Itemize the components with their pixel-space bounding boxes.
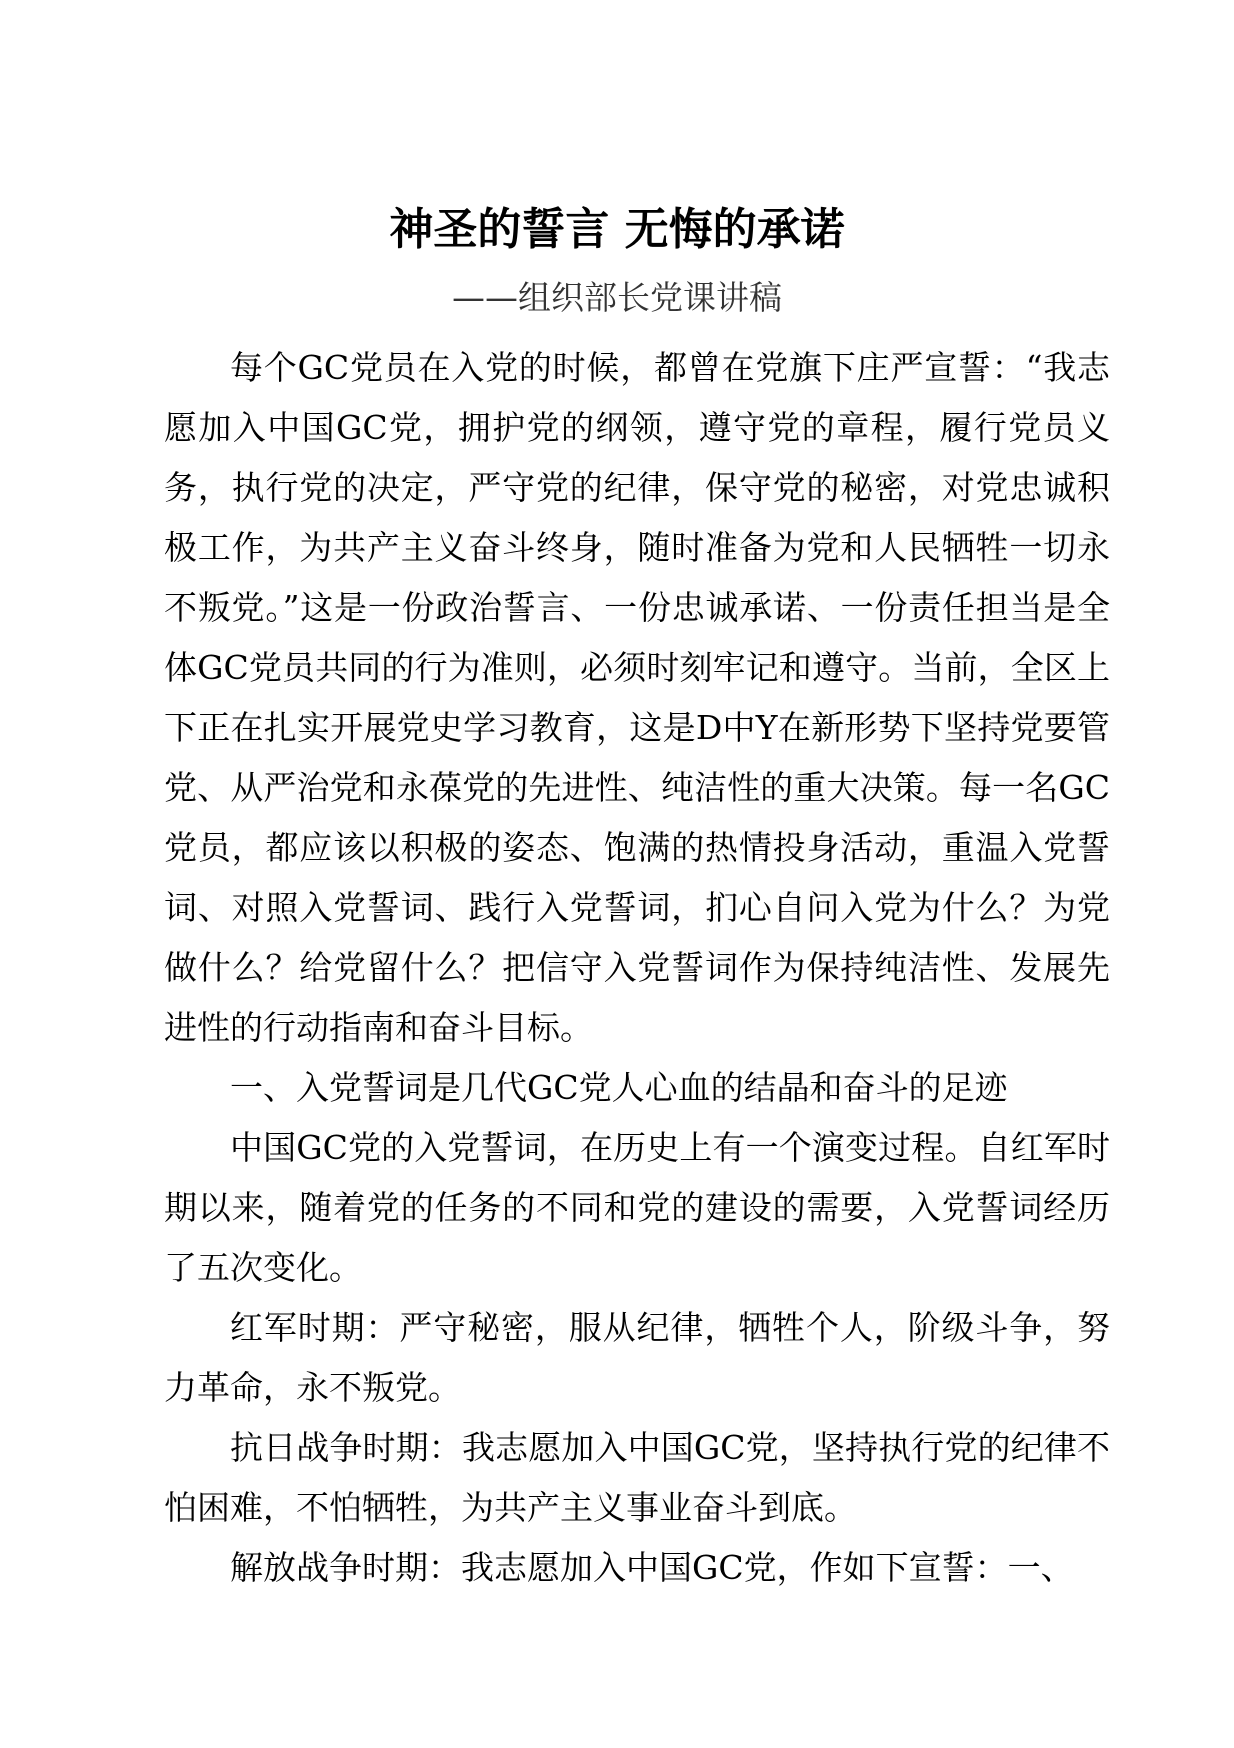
document-body <box>164 338 1110 1598</box>
paragraph-liberation-war: 解放战争时期：我志愿加入中国GC党，作如下宣誓：一、 <box>230 1548 1074 1587</box>
paragraph-history: 中国GC党的入党誓词，在历史上有一个演变过程。自红军时期以来，随着党的任务的不同和党的建设的需要，入党誓词经历了五次变化。 <box>164 1128 1110 1287</box>
paragraph-anti-japanese-war: 抗日战争时期：我志愿加入中国GC党，坚持执行党的纪律不怕困难，不怕牺牲，为共产主义事业奋斗到底。 <box>164 1428 1110 1527</box>
paragraph-intro: 每个GC党员在入党的时候，都曾在党旗下庄严宣誓：“我志愿加入中国GC党，拥护党的纲领，遵守党的章程，履行党员义务，执行党的决定，严守党的纪律，保守党的秘密，对党忠诚积极工作，为共产主义奋斗终身，随时准备为党和人民牺牲一切永不叛党。”这是一份政治誓言、一份忠诚承诺、一份责任担当是全体GC党员共同的行为准则，必须时刻牢记和遵守。当前，全区上下正在扎实开展党史学习教育，这是D中Y在新形势下坚持党要管党、从严治党和永葆党的先进性、纯洁性的重大决策。每一名GC党员，都应该以积极的姿态、饱满的热情投身活动，重温入党誓词、对照入党誓词、践行入党誓词，扪心自问入党为什么？为党做什么？给党留什么？把信守入党誓词作为保持纯洁性、发展先进性的行动指南和奋斗目标。 <box>164 348 1110 1047</box>
page-title: 神圣的誓言 无悔的承诺 <box>389 204 845 255</box>
section-heading-1: 一、入党誓词是几代GC党人心血的结晶和奋斗的足迹 <box>230 1068 1008 1107</box>
page-subtitle: ——组织部长党课讲稿 <box>452 278 782 317</box>
paragraph-red-army: 红军时期：严守秘密，服从纪律，牺牲个人，阶级斗争，努力革命，永不叛党。 <box>164 1308 1110 1407</box>
